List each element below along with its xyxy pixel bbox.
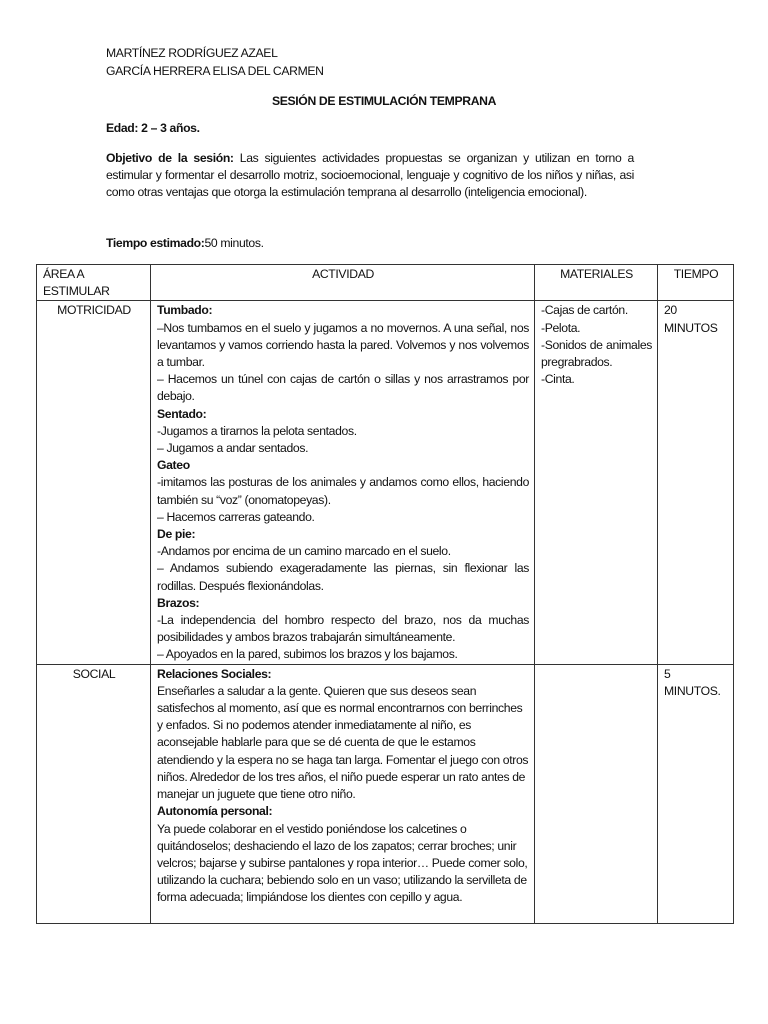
age-value: 2 – 3 años. [141, 121, 200, 135]
material-item: -Cinta. [541, 372, 575, 387]
row-time [658, 301, 734, 664]
row-area: MOTRICIDAD [37, 301, 151, 664]
header-area [37, 265, 151, 301]
row-activity [151, 301, 535, 664]
activity-line: – Hacemos carreras gateando. [157, 509, 315, 524]
objective-label: Objetivo de la sesión: [106, 151, 234, 165]
activity-heading: Tumbado: [157, 303, 213, 318]
material-item: -Cajas de cartón. [541, 303, 628, 318]
table-row [37, 664, 734, 923]
objective-paragraph [106, 150, 634, 202]
time-unit: MINUTOS [664, 320, 718, 335]
time-amount: 5 [664, 666, 671, 681]
authors-block [106, 45, 324, 80]
objective-text: Las siguientes actividades propuestas se organizan y utilizan en torno a estimular y formentar el desarrollo motriz, socioemocional, lenguaje y cognitivo de los niños y niñas, asi como otras ventajas que otorga la estimulación temprana al desarrollo (inteligencia emocional). [106, 151, 634, 200]
age-line [106, 120, 200, 137]
material-item: -Sonidos de animales pregrabrados. [541, 337, 652, 370]
header-area-line: ÁREA A [43, 267, 85, 281]
time-label: Tiempo estimado: [106, 236, 205, 250]
activity-line: – Apoyados en la pared, subimos los brazos y los bajamos. [157, 647, 458, 662]
activity-line: Enseñarles a saludar a la gente. Quieren que sus deseos sean satisfechos al momento, así que es normal encontrarnos con berrinches y enfados. Si no podemos atender inmediatamente al niño, es aconsejable hablarle para que se dé cuenta de que le estamos atendiendo y la espera no se haga tan larga. Fomentar el juego con otros niños. Alrededor de los tres años, el niño puede esperar un rato antes de manejar un juguete que tiene otro niño. [157, 683, 529, 802]
activity-table [36, 264, 734, 924]
age-label: Edad: [106, 121, 139, 135]
activity-line: -imitamos las posturas de los animales y andamos como ellos, haciendo también su “voz” (onomatopeyas). [157, 475, 529, 507]
activity-heading: Brazos: [157, 595, 200, 610]
activity-line: -Jugamos a tirarnos la pelota sentados. [157, 423, 357, 438]
activity-heading: Autonomía personal: [157, 804, 273, 819]
table-row [37, 301, 734, 664]
activity-line: – Andamos subiendo exageradamente las piernas, sin flexionar las rodillas. Después flexionándolas. [157, 561, 529, 593]
row-time [658, 664, 734, 923]
activity-line: –Nos tumbamos en el suelo y jugamos a no movernos. A una señal, nos levantamos y vamos corriendo hasta la pared. Volvemos y nos volvemos a tumbar. [157, 320, 529, 370]
time-amount: 20 [664, 303, 677, 318]
activity-line: Ya puede colaborar en el vestido poniéndose los calcetines o quitándoselos; deshaciendo el lazo de los zapatos; cerrar broches; unir velcros; bajarse y subirse pantalones y ropa interior… Puede comer solo, utilizando la cuchara; bebiendo solo en un vaso; utilizando la servilleta de forma adecuada; limpiándose los dientes con cepillo y agua. [157, 821, 528, 905]
header-materials: MATERIALES [535, 265, 658, 301]
activity-heading: Sentado: [157, 406, 207, 421]
activity-heading: Relaciones Sociales: [157, 666, 272, 681]
row-activity [151, 664, 535, 923]
table-header-row [37, 265, 734, 301]
activity-heading: De pie: [157, 527, 196, 542]
row-materials [535, 301, 658, 664]
activity-line: -Andamos por encima de un camino marcado en el suelo. [157, 544, 451, 559]
material-item: -Pelota. [541, 320, 581, 335]
time-value: 50 minutos. [204, 236, 264, 250]
author-name: GARCÍA HERRERA ELISA DEL CARMEN [106, 63, 324, 78]
header-time: TIEMPO [658, 265, 734, 301]
activity-heading: Gateo [157, 458, 190, 473]
header-area-line: ESTIMULAR [43, 284, 110, 299]
author-name: MARTÍNEZ RODRÍGUEZ AZAEL [106, 46, 278, 60]
row-area: SOCIAL [37, 664, 151, 923]
time-line [106, 235, 264, 252]
activity-line: – Jugamos a andar sentados. [157, 441, 309, 456]
time-unit: MINUTOS. [664, 683, 721, 698]
activity-line: – Hacemos un túnel con cajas de cartón o sillas y nos arrastramos por debajo. [157, 372, 529, 404]
header-activity: ACTIVIDAD [151, 265, 535, 301]
activity-line: -La independencia del hombro respecto del brazo, nos da muchas posibilidades y ambos brazos trabajarán simultáneamente. [157, 613, 529, 645]
document-title: SESIÓN DE ESTIMULACIÓN TEMPRANA [271, 94, 497, 108]
row-materials [535, 664, 658, 923]
